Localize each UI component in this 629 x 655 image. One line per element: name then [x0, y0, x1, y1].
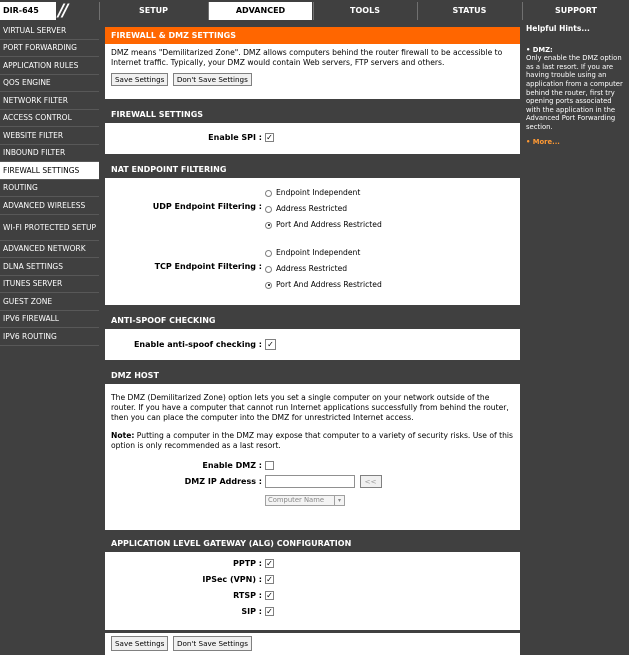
tab-tools[interactable]: TOOLS: [313, 2, 416, 20]
anti-spoof-checkbox[interactable]: ✓: [265, 339, 276, 350]
tab-status[interactable]: STATUS: [417, 2, 521, 20]
dmz-ip-input[interactable]: [265, 475, 355, 488]
alg-configuration-panel: [105, 535, 520, 630]
sidebar-item-advanced-wireless[interactable]: ADVANCED WIRELESS: [0, 197, 99, 215]
hints-text: Only enable the DMZ option as a last resort. If you are having trouble using an application from a computer behind the router, first try opening ports associated with the application in the Advanced Port Forwarding section.: [526, 54, 623, 131]
dont-save-settings-button-bottom[interactable]: Don't Save Settings: [173, 636, 252, 651]
tab-advanced[interactable]: ADVANCED: [208, 2, 312, 20]
sidebar-item-website-filter[interactable]: WEBSITE FILTER: [0, 127, 99, 145]
anti-spoof-title: ANTI-SPOOF CHECKING: [105, 312, 520, 329]
nat-endpoint-filtering-title: NAT ENDPOINT FILTERING: [105, 161, 520, 178]
enable-spi-checkbox[interactable]: ✓: [266, 133, 273, 142]
enable-dmz-label: Enable DMZ :: [202, 461, 262, 470]
tcp-option-address-restricted[interactable]: Address Restricted: [265, 264, 347, 273]
sidebar-item-ipv6-firewall[interactable]: IPV6 FIREWALL: [0, 311, 99, 329]
sidebar-item-advanced-network[interactable]: ADVANCED NETWORK: [0, 241, 99, 259]
hints-title: Helpful Hints...: [526, 24, 590, 33]
sidebar-item-application-rules[interactable]: APPLICATION RULES: [0, 57, 99, 75]
radio-selected-icon: [265, 222, 272, 229]
alg-pptp-label: PPTP :: [232, 559, 262, 568]
alg-ipsec-label: IPSec (VPN) :: [202, 575, 262, 584]
radio-selected-icon: [265, 282, 272, 289]
computer-name-select[interactable]: Computer Name ▾: [265, 495, 345, 506]
dont-save-settings-button-top[interactable]: Don't Save Settings: [173, 73, 252, 86]
firewall-dmz-description: DMZ means "Demilitarized Zone". DMZ allows computers behind the router firewall to be accessible to Internet traffic. Typically, your DMZ would contain Web servers, FTP servers and others.: [111, 48, 503, 67]
alg-ipsec-checkbox[interactable]: ✓: [266, 575, 273, 584]
tab-support[interactable]: SUPPORT: [522, 2, 629, 20]
sidebar-item-itunes-server[interactable]: ITUNES SERVER: [0, 276, 99, 294]
sidebar: [0, 22, 99, 655]
bottom-button-bar: [105, 633, 520, 655]
anti-spoof-label: Enable anti-spoof checking :: [133, 340, 262, 349]
udp-endpoint-filtering-label: UDP Endpoint Filtering :: [152, 202, 262, 211]
tcp-option-port-address-restricted[interactable]: Port And Address Restricted: [265, 280, 382, 289]
radio-icon: [265, 266, 272, 273]
sidebar-item-access-control[interactable]: ACCESS CONTROL: [0, 110, 99, 128]
alg-configuration-title: APPLICATION LEVEL GATEWAY (ALG) CONFIGURATION: [105, 535, 520, 552]
tab-setup[interactable]: SETUP: [99, 2, 207, 20]
save-settings-button-bottom[interactable]: Save Settings: [111, 636, 168, 651]
copy-computer-ip-button[interactable]: <<: [360, 475, 382, 488]
sidebar-item-qos-engine[interactable]: QOS ENGINE: [0, 75, 99, 93]
sidebar-item-firewall-settings[interactable]: FIREWALL SETTINGS: [0, 162, 99, 180]
udp-option-address-restricted[interactable]: Address Restricted: [265, 204, 347, 213]
dmz-host-title: DMZ HOST: [105, 367, 520, 384]
model-label: DIR-645: [0, 2, 56, 20]
dmz-description: The DMZ (Demilitarized Zone) option lets you set a single computer on your network outside of the router. If you have a computer that cannot run Internet applications successfully from behind the router, then you can place the computer into the DMZ for unrestricted Internet access.: [111, 393, 509, 422]
udp-option-endpoint-independent[interactable]: Endpoint Independent: [265, 188, 360, 197]
dmz-note: Note: Putting a computer in the DMZ may expose that computer to a variety of security risks. Use of this option is only recommended as a last resort.: [111, 431, 513, 450]
radio-icon: [265, 250, 272, 257]
sidebar-item-port-forwarding[interactable]: PORT FORWARDING: [0, 40, 99, 58]
alg-sip-label: SIP :: [241, 607, 262, 616]
enable-spi-label: Enable SPI :: [208, 133, 262, 142]
helpful-hints-panel: [522, 22, 629, 655]
sidebar-item-virtual-server[interactable]: VIRTUAL SERVER: [0, 22, 99, 40]
sidebar-item-dlna-settings[interactable]: DLNA SETTINGS: [0, 258, 99, 276]
firewall-dmz-panel: [105, 27, 520, 99]
hints-more-link[interactable]: • More...: [526, 137, 560, 146]
dmz-host-panel: [105, 367, 520, 530]
udp-option-port-address-restricted[interactable]: Port And Address Restricted: [265, 220, 382, 229]
dmz-ip-label: DMZ IP Address :: [184, 477, 262, 486]
alg-rtsp-label: RTSP :: [233, 591, 262, 600]
sidebar-item-network-filter[interactable]: NETWORK FILTER: [0, 92, 99, 110]
main-content: [99, 22, 521, 655]
top-navigation-bar: [0, 0, 629, 22]
sidebar-item-guest-zone[interactable]: GUEST ZONE: [0, 293, 99, 311]
firewall-settings-title: FIREWALL SETTINGS: [105, 106, 520, 123]
brand-slashes-icon: //: [58, 1, 67, 21]
tcp-endpoint-filtering-label: TCP Endpoint Filtering :: [154, 262, 262, 271]
save-settings-button-top[interactable]: Save Settings: [111, 73, 168, 86]
hints-topic: • DMZ:: [526, 45, 553, 54]
anti-spoof-panel: [105, 312, 520, 360]
sidebar-item-ipv6-routing[interactable]: IPV6 ROUTING: [0, 328, 99, 346]
nat-endpoint-filtering-panel: [105, 161, 520, 305]
chevron-down-icon: ▾: [334, 496, 344, 505]
sidebar-item-routing[interactable]: ROUTING: [0, 180, 99, 198]
firewall-settings-panel: [105, 106, 520, 154]
alg-sip-checkbox[interactable]: ✓: [266, 607, 273, 616]
firewall-dmz-title: FIREWALL & DMZ SETTINGS: [105, 27, 520, 44]
tcp-option-endpoint-independent[interactable]: Endpoint Independent: [265, 248, 360, 257]
sidebar-item-wifi-protected-setup[interactable]: WI-FI PROTECTED SETUP: [0, 215, 99, 241]
alg-pptp-checkbox[interactable]: ✓: [266, 559, 273, 568]
radio-icon: [265, 206, 272, 213]
sidebar-item-inbound-filter[interactable]: INBOUND FILTER: [0, 145, 99, 163]
radio-icon: [265, 190, 272, 197]
enable-dmz-checkbox[interactable]: [265, 461, 274, 470]
alg-rtsp-checkbox[interactable]: ✓: [266, 591, 273, 600]
